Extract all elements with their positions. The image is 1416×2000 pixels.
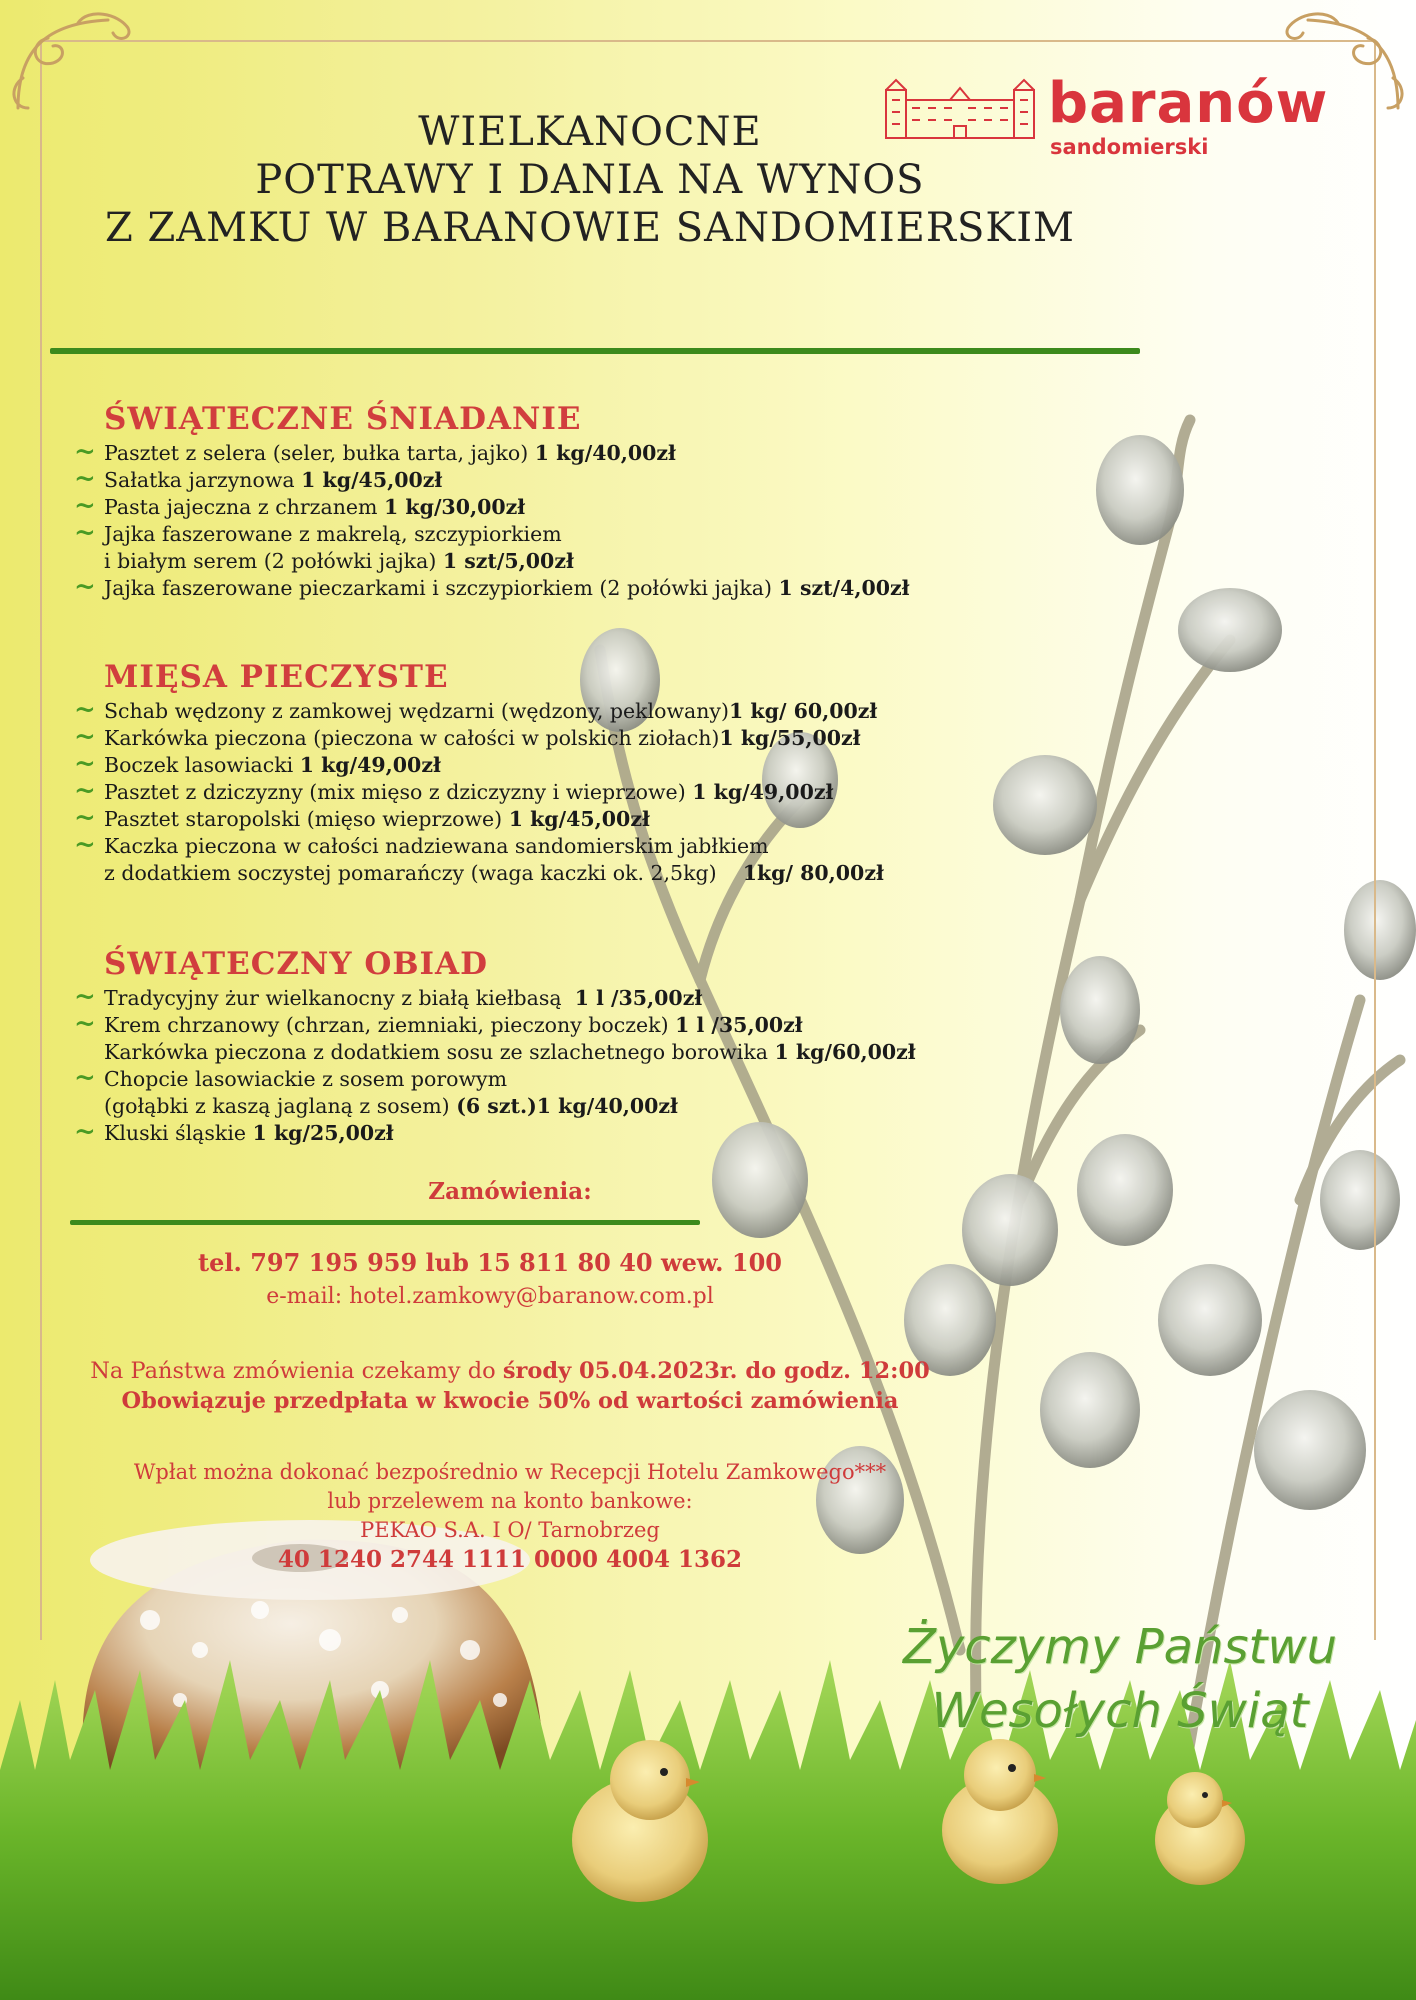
divider [70,1220,700,1225]
order-deadline: Na Państwa zmówienia czekamy do środy 05.04.2023r. do godz. 12:00 Obowiązuje przedpłata w kwocie 50% od wartości zamówienia [90,1358,930,1414]
menu-item: ~ Boczek lasowiacki 1 kg/49,00zł [74,749,441,779]
section-title: MIĘSA PIECZYSTE [104,659,449,695]
menu-item: ~ Krem chrzanowy (chrzan, ziemniaki, pieczony boczek) 1 l /35,00zł Karkówka pieczona z dodatkiem sosu ze szlachetnego borowika 1 kg/60,00zł [74,1009,916,1064]
tilde-icon: ~ [74,572,96,602]
email-address[interactable]: e-mail: hotel.zamkowy@baranow.com.pl [266,1284,714,1309]
tilde-icon: ~ [74,437,96,467]
menu-item: ~ Pasztet z dziczyzny (mix mięso z dziczyzny i wieprzowe) 1 kg/49,00zł [74,776,834,806]
menu-item: ~ Jajka faszerowane pieczarkami i szczypiorkiem (2 połówki jajka) 1 szt/4,00zł [74,572,910,602]
easter-wishes: Życzymy Państwu Wesołych Świąt [903,1619,1337,1739]
section-breakfast [72,400,1172,602]
tilde-icon: ~ [74,464,96,494]
menu-item: ~ Sałatka jarzynowa 1 kg/45,00zł [74,464,443,494]
tilde-icon: ~ [74,722,96,752]
payment-info: Wpłat można dokonać bezpośrednio w Recepcji Hotelu Zamkowego*** lub przelewem na konto bankowe: PEKAO S.A. I O/ Tarnobrzeg 40 1240 2744 1111 0000 4004 1362 [40,1458,980,1574]
tilde-icon: ~ [74,749,96,779]
tilde-icon: ~ [74,1117,96,1147]
menu-item: ~ Pasztet z selera (seler, bułka tarta, jajko) 1 kg/40,00zł [74,437,676,467]
menu-item: ~ Jajka faszerowane z makrelą, szczypiorkiem i białym serem (2 połówki jajka) 1 szt/5,00zł [74,518,574,573]
tilde-icon: ~ [74,776,96,806]
divider [50,348,1140,354]
tilde-icon: ~ [74,518,96,548]
menu-item: ~ Pasztet staropolski (mięso wieprzowe) 1 kg/45,00zł [74,803,650,833]
menu-item: ~ Schab wędzony z zamkowej wędzarni (wędzony, peklowany)1 kg/ 60,00zł [74,695,878,725]
tilde-icon: ~ [74,982,96,1012]
tilde-icon: ~ [74,491,96,521]
section-title: ŚWIĄTECZNY OBIAD [104,946,488,982]
prepayment-note: Obowiązuje przedpłata w kwocie 50% od wartości zamówienia [121,1388,899,1414]
logo-name: baranów [1048,71,1329,136]
menu-item: ~ Chopcie lasowiackie z sosem porowym (gołąbki z kaszą jaglaną z sosem) (6 szt.)1 kg/40,00zł [74,1063,678,1118]
title-line-1: WIELKANOCNE [418,109,762,155]
section-title: ŚWIĄTECZNE ŚNIADANIE [104,401,582,437]
title-line-3: Z ZAMKU W BARANOWIE SANDOMIERSKIM [104,205,1076,251]
menu-item: ~ Karkówka pieczona (pieczona w całości w polskich ziołach)1 kg/55,00zł [74,722,861,752]
tilde-icon: ~ [74,803,96,833]
section-dinner [72,945,1172,1147]
menu-item: ~ Kaczka pieczona w całości nadziewana sandomierskim jabłkiem z dodatkiem soczystej pomarańczy (waga kaczki ok. 2,5kg) 1kg/ 80,00zł [74,830,884,885]
tilde-icon: ~ [74,1009,96,1039]
logo-subtitle: sandomierski [1050,135,1209,159]
menu-item: ~ Pasta jajeczna z chrzanem 1 kg/30,00zł [74,491,526,521]
section-roast-meats [72,658,1172,887]
phone-number[interactable]: tel. 797 195 959 lub 15 811 80 40 wew. 100 [198,1248,782,1277]
page-title [60,108,1120,252]
ornament-icon [8,8,148,118]
menu-item: ~ Kluski śląskie 1 kg/25,00zł [74,1117,394,1147]
bank-account-number: 40 1240 2744 1111 0000 4004 1362 [277,1546,743,1573]
tilde-icon: ~ [74,695,96,725]
tilde-icon: ~ [74,1063,96,1093]
orders-label: Zamówienia: [428,1178,592,1205]
title-line-2: POTRAWY I DANIA NA WYNOS [255,157,925,203]
tilde-icon: ~ [74,830,96,860]
menu-item: ~ Tradycyjny żur wielkanocny z białą kiełbasą 1 l /35,00zł [74,982,703,1012]
